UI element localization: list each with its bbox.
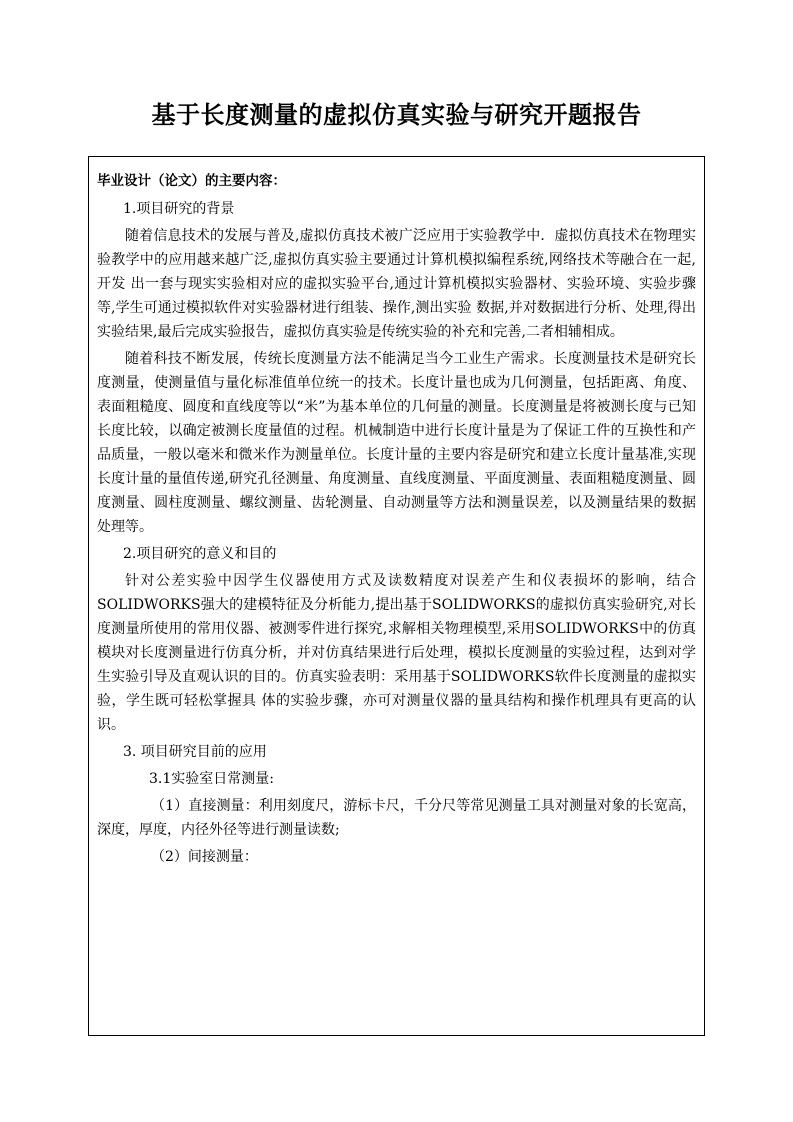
paragraph-3: 针对公差实验中因学生仪器使用方式及读数精度对误差产生和仪表损坏的影响，结合SOLIDWORKS强大的建模特征及分析能力,提出基于SOLIDWORKS的虚拟仿真实验研究,对长度测量所使用的常用仪器、被测零件进行探究,求解相关物理模型,采用SOLIDWORKS中的仿真模块对长度测量进行仿真分析，并对仿真结果进行后处理，模拟长度测量的实验过程，达到对学生实验引导及直观认识的目的。仿真实验表明：采用基于SOLIDWORKS软件长度测量的虚拟实验，学生既可轻松掌握具 体的实验步骤，亦可对测量仪器的量具结构和操作机理具有更高的认识。 [97,573,696,733]
page-title: 基于长度测量的虚拟仿真实验与研究开题报告 [151,101,642,129]
list-item-indirect-measurement: （2）间接测量： [151,849,258,865]
section-2-title: 2.项目研究的意义和目的 [123,546,277,562]
section-3-title: 3. 项目研究目前的应用 [123,744,267,760]
list-item-direct-measurement: （1）直接测量：利用刻度尺，游标卡尺，千分尺等常见测量工具对测量对象的长宽高，深度，厚度，内径外径等进行测量读数; [97,798,696,838]
section-heading: 毕业设计（论文）的主要内容： [97,173,286,189]
paragraph-1: 随着信息技术的发展与普及,虚拟仿真技术被广泛应用于实验教学中．虚拟仿真技术在物理实验教学中的应用越来越广泛,虚拟仿真实验主要通过计算机模拟编程系统,网络技术等融合在一起,开发 出一套与现实实验相对应的虚拟实验平台,通过计算机模拟实验器材、实验环境、实验步骤等,学生可通过模拟软件对实验器材进行组装、操作,测出实验 数据,并对数据进行分析、处理,得出实验结果,最后完成实验报告，虚拟仿真实验是传统实验的补充和完善,二者相辅相成。 [97,228,696,340]
paragraph-2: 随着科技不断发展，传统长度测量方法不能满足当今工业生产需求。长度测量技术是研究长度测量，使测量值与量化标准值单位统一的技术。长度计量也成为几何测量，包括距离、角度、表面粗糙度、圆度和直线度等以“米”为基本单位的几何量的测量。长度测量是将被测长度与已知长度比较，以确定被测长度量值的过程。机械制造中进行长度计量是为了保证工件的互换性和产品质量，一般以毫米和微米作为测量单位。长度计量的主要内容是研究和建立长度计量基准,实现长度计量的量值传递,研究孔径测量、角度测量、直线度测量、平面度测量、表面粗糙度测量、圆度测量、圆柱度测量、螺纹测量、齿轮测量、自动测量等方法和测量误差，以及测量结果的数据处理等。 [97,351,696,535]
subsection-3-1-title: 3.1实验室日常测量: [149,771,274,787]
content-box [88,156,705,1036]
section-1-title: 1.项目研究的背景 [123,201,235,217]
